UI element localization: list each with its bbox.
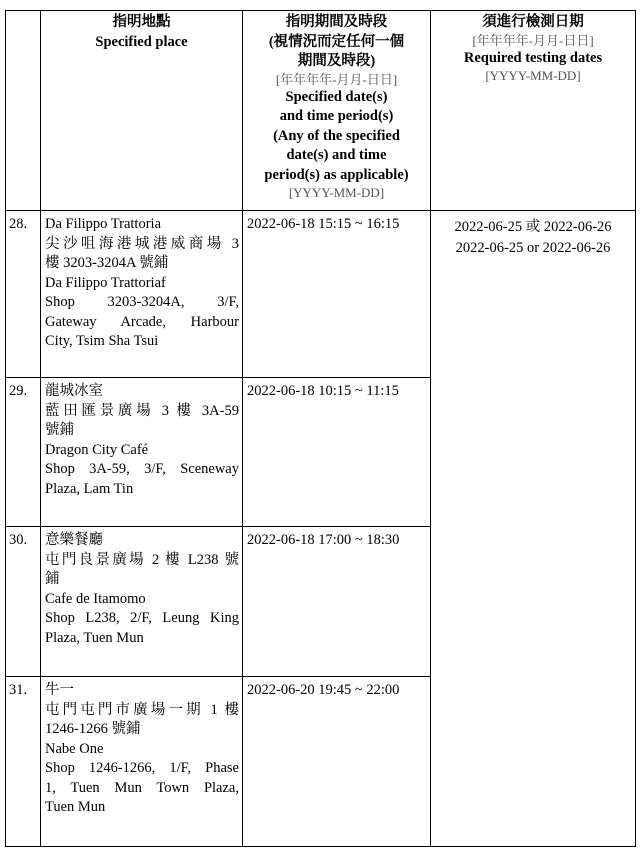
- header-period-en-3: (Any of the specified: [273, 127, 400, 144]
- place-line: Shop L238, 2/F, Leung King: [45, 610, 239, 626]
- place-line: 鋪: [45, 571, 60, 587]
- place-line: Dragon City Café: [45, 441, 149, 458]
- header-place-zh: 指明地點: [112, 14, 171, 30]
- place-line: Plaza, Tuen Mun: [45, 629, 144, 646]
- header-period-en-5: period(s) as applicable): [264, 166, 409, 183]
- place-line: 屯門良景廣場 2 樓 L238 號: [45, 551, 239, 568]
- schedule-table: [5, 10, 636, 847]
- header-req-format-zh: [年年年年-月月-日日]: [472, 32, 594, 48]
- time-cell: 2022-06-18 15:15 ~ 16:15: [243, 211, 431, 378]
- header-place-en: Specified place: [95, 33, 188, 50]
- place-line: Da Filippo Trattoria: [45, 216, 162, 232]
- table-row: [6, 211, 636, 378]
- place-line: Nabe One: [45, 740, 104, 757]
- place-line: 尖沙咀海港城港威商場 3: [45, 235, 239, 252]
- required-dates-zh: 2022-06-25 或 2022-06-26: [454, 219, 612, 235]
- header-req-zh: 須進行檢測日期: [482, 14, 584, 30]
- place-line: 號鋪: [45, 422, 74, 438]
- place-line: Shop 1246-1266, 1/F, Phase: [45, 760, 239, 776]
- time-cell: 2022-06-18 17:00 ~ 18:30: [243, 527, 431, 677]
- place-line: 屯門屯門市廣場一期 1 樓: [45, 701, 239, 718]
- header-number-cell: [6, 11, 41, 211]
- row-number: 28.: [6, 211, 41, 378]
- header-period-format-zh: [年年年年-月月-日日]: [275, 71, 398, 87]
- place-cell: [41, 211, 243, 378]
- header-period: [243, 11, 431, 211]
- place-line: 1, Tuen Mun Town Plaza,: [45, 779, 239, 796]
- header-period-zh-3: 期間及時段): [297, 53, 376, 69]
- row-number: 30.: [6, 527, 41, 677]
- place-line: 牛一: [45, 682, 74, 698]
- header-period-zh-2: (視情況而定任何一個: [268, 33, 405, 50]
- place-line: Gateway Arcade, Harbour: [45, 313, 239, 330]
- place-line: 樓 3203-3204A 號鋪: [45, 255, 169, 271]
- required-dates-en: 2022-06-25 or 2022-06-26: [455, 240, 611, 256]
- header-period-en-1: Specified date(s): [285, 88, 388, 105]
- header-required-dates: [431, 11, 636, 211]
- header-place: [41, 11, 243, 211]
- place-cell: [41, 527, 243, 677]
- time-cell: 2022-06-20 19:45 ~ 22:00: [243, 677, 431, 847]
- header-period-en-2: and time period(s): [279, 108, 394, 124]
- time-cell: 2022-06-18 10:15 ~ 11:15: [243, 378, 431, 527]
- required-dates-cell: [431, 211, 636, 847]
- header-period-zh-1: 指明期間及時段: [285, 14, 388, 30]
- place-line: Cafe de Itamomo: [45, 590, 146, 607]
- header-period-format-en: [YYYY-MM-DD]: [288, 185, 385, 200]
- place-line: Shop 3A-59, 3/F, Sceneway: [45, 461, 239, 477]
- header-period-en-4: date(s) and time: [286, 147, 387, 163]
- header-row: [6, 11, 636, 211]
- place-line: Shop 3203-3204A, 3/F,: [45, 294, 239, 310]
- place-line: 1246-1266 號鋪: [45, 721, 141, 737]
- place-line: City, Tsim Sha Tsui: [45, 333, 159, 349]
- place-line: Tuen Mun: [45, 799, 106, 815]
- row-number: 29.: [6, 378, 41, 527]
- header-req-format-en: [YYYY-MM-DD]: [485, 68, 581, 83]
- header-req-en: Required testing dates: [463, 49, 603, 66]
- place-cell: [41, 378, 243, 527]
- row-number: 31.: [6, 677, 41, 847]
- place-line: Da Filippo Trattoriaf: [45, 274, 166, 291]
- place-cell: [41, 677, 243, 847]
- place-line: Plaza, Lam Tin: [45, 480, 134, 497]
- place-line: 意樂餐廳: [45, 532, 103, 548]
- place-line: 龍城冰室: [45, 383, 103, 399]
- place-line: 藍田匯景廣場 3 樓 3A-59: [45, 402, 239, 419]
